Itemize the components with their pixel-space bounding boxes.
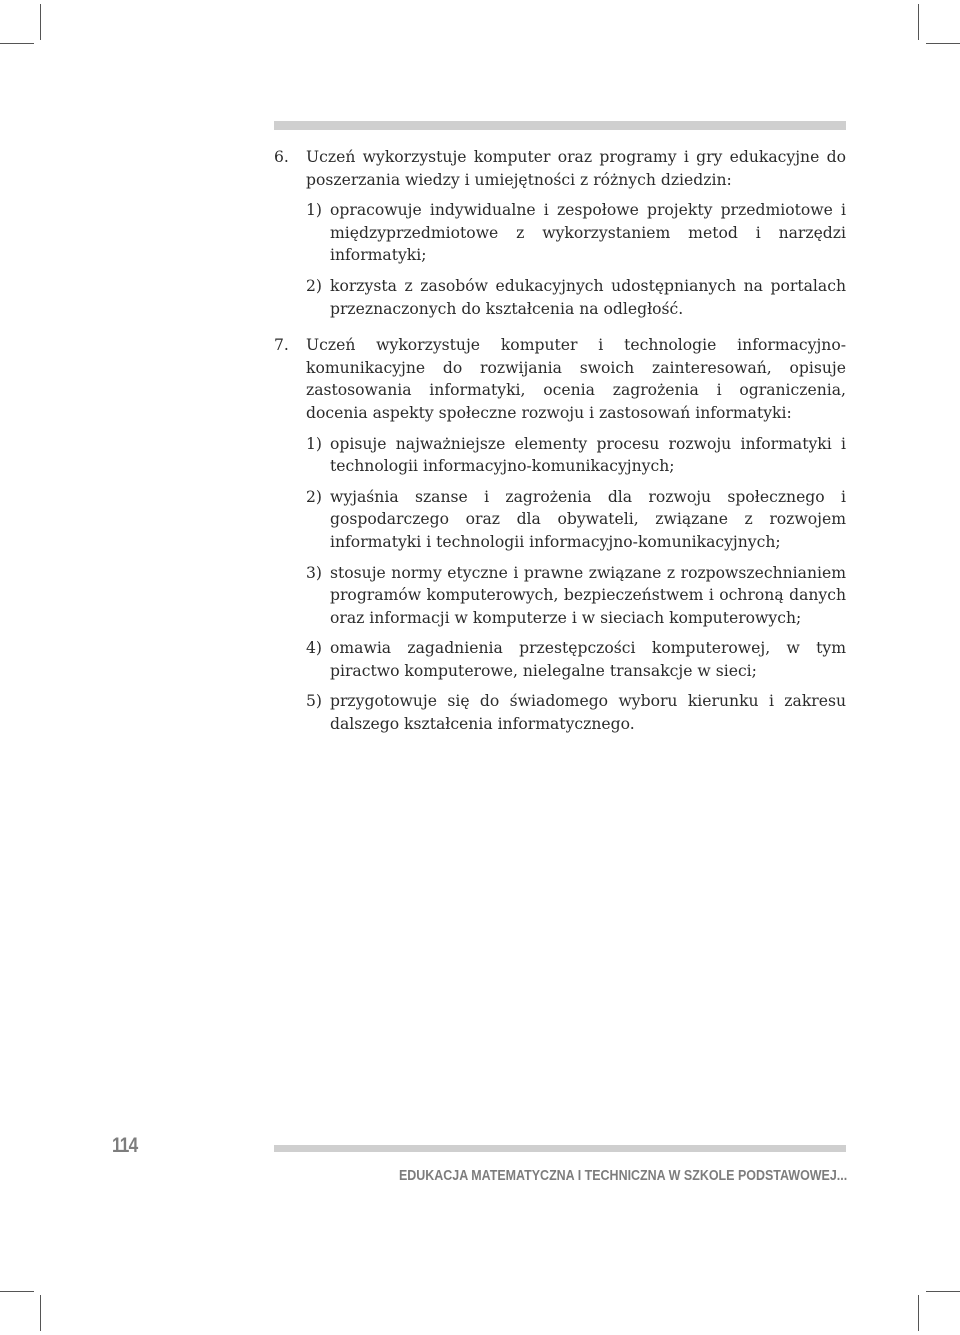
crop-mark [926,1291,960,1292]
page-number: 114 [112,1134,138,1157]
item-text: korzysta z zasobów edukacyjnych udostępnianych na portalach przeznaczonych do kształcenia na odległość. [330,276,846,318]
crop-mark [0,43,34,44]
item-text: opracowuje indywidualne i zespołowe projekty przedmiotowe i międzyprzedmiotowe z wykorzystaniem metod i narzędzi informatyki; [330,201,846,265]
list-item [306,433,846,478]
list-item [306,275,846,320]
footer-title: EDUKACJA MATEMATYCZNA I TECHNICZNA W SZKOLE PODSTAWOWEJ... [398,1168,847,1184]
crop-mark [40,1295,41,1331]
list-item [306,199,846,267]
item-text: wyjaśnia szanse i zagrożenia dla rozwoju społecznego i gospodarczego oraz dla obywateli, związane z rozwojem informatyki i technologii informacyjno-komunikacyjnych; [330,487,846,551]
list-item [306,562,846,630]
section-number: 7. [274,336,289,355]
item-number: 4) [306,639,323,658]
crop-mark [918,1295,919,1331]
item-text: omawia zagadnienia przestępczości komputerowej, w tym piractwo komputerowe, nielegalne transakcje w sieci; [330,639,846,680]
crop-mark [926,43,960,44]
list-item [306,486,846,554]
item-number: 2) [306,487,323,506]
section-6 [274,146,846,320]
item-number: 1) [306,434,323,453]
item-text: opisuje najważniejsze elementy procesu rozwoju informatyki i technologii informacyjno-komunikacyjnych; [330,434,846,476]
footer-rule [274,1145,846,1152]
list-item [306,637,846,682]
item-text: stosuje normy etyczne i prawne związane z rozpowszechnianiem programów komputerowych, bezpieczeństwem i ochroną danych oraz informacji w komputerze i w sieciach komputerowych; [330,563,846,627]
item-number: 5) [306,692,323,711]
list-item [306,690,846,735]
section-number: 6. [274,148,289,166]
item-number: 2) [306,276,323,295]
header-rule [274,121,846,130]
section-text: Uczeń wykorzystuje komputer oraz programy i gry edukacyjne do poszerzania wiedzy i umiejętności z różnych dziedzin: [306,148,846,189]
crop-mark [40,4,41,40]
section-7 [274,334,846,736]
document-body [274,146,846,745]
item-number: 1) [306,201,323,220]
crop-mark [0,1291,34,1292]
section-text: Uczeń wykorzystuje komputer i technologie informacyjno-komunikacyjne do rozwijania swoich zainteresowań, opisuje zastosowania informatyki, ocenia zagrożenia i ograniczenia, docenia aspekty społeczne rozwoju i zastosowań informatyki: [306,336,846,422]
item-number: 3) [306,563,323,582]
crop-mark [918,4,919,40]
item-text: przygotowuje się do świadomego wyboru kierunku i zakresu dalszego kształcenia informatycznego. [330,692,846,734]
